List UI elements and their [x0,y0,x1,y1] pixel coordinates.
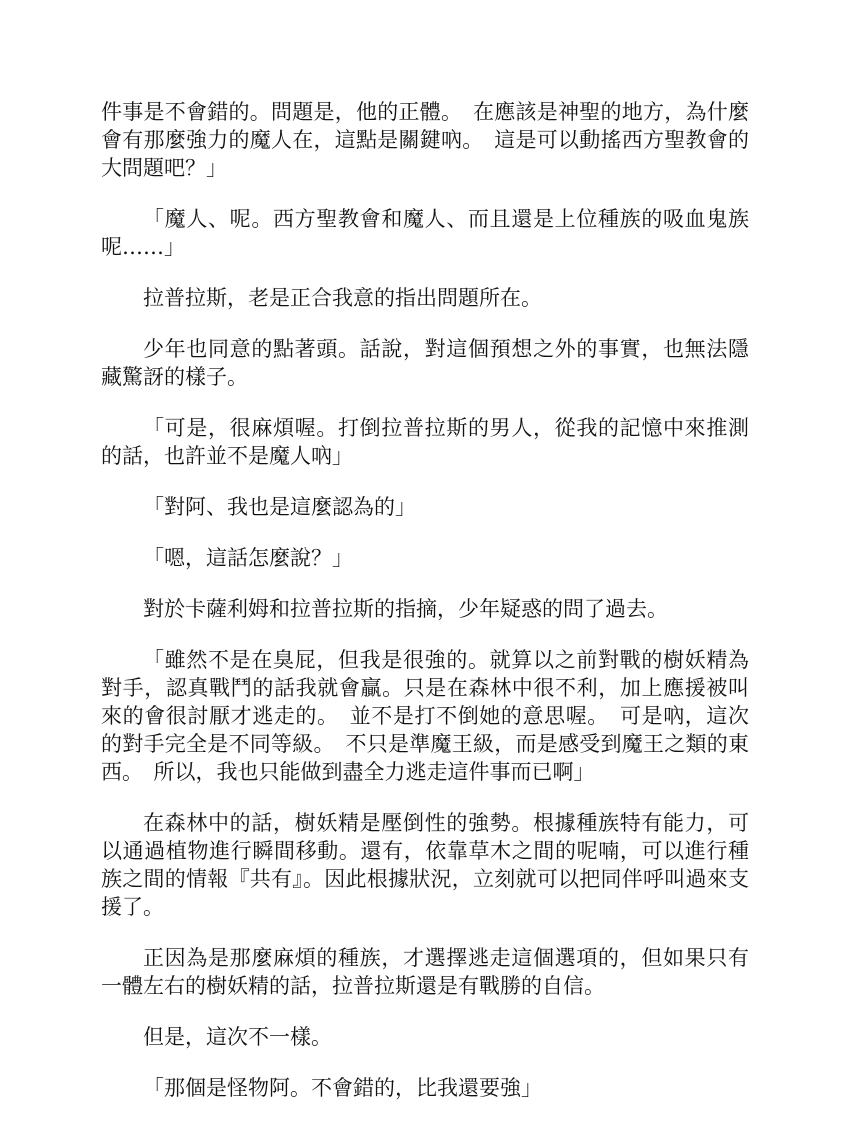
paragraph-narration: 對於卡薩利姆和拉普拉斯的指摘，少年疑惑的問了過去。 [143,597,668,621]
paragraph-narration: 但是，這次不一樣。 [143,1025,332,1049]
paragraph-dialogue: 「那個是怪物阿。不會錯的，比我還要強」 [143,1076,542,1100]
paragraph-dialogue: 「雖然不是在臭屁，但我是很強的。就算以之前對戰的樹妖精為對手，認真戰鬥的話我就會贏。只是在森林中很不利，加上應援被叫來的會很討厭才逃走的。 並不是打不倒她的意思喔。 可是吶，這次的對手完全是不同等級。 不只是準魔王級，而是感受到魔王之類的東西。 所以，我也只能做到盡全力逃走這件事而已啊」 [101,648,749,784]
paragraph-narration: 少年也同意的點著頭。話說，對這個預想之外的事實，也無法隱藏驚訝的樣子。 [101,337,749,389]
paragraph-dialogue: 「魔人、呢。西方聖教會和魔人、而且還是上位種族的吸血鬼族呢……」 [101,207,749,259]
paragraph-dialogue: 「嗯，這話怎麼說？」 [143,546,353,570]
paragraph-narration: 正因為是那麼麻煩的種族，才選擇逃走這個選項的，但如果只有一體左右的樹妖精的話，拉普拉斯還是有戰勝的自信。 [101,946,749,998]
document-page [101,98,749,1125]
paragraph-narration: 拉普拉斯，老是正合我意的指出問題所在。 [143,286,542,310]
paragraph-dialogue: 「可是，很麻煩喔。打倒拉普拉斯的男人，從我的記憶中來推測的話，也許並不是魔人吶」 [101,416,749,468]
paragraph-narration: 在森林中的話，樹妖精是壓倒性的強勢。根據種族特有能力，可以通過植物進行瞬間移動。還有，依靠草木之間的呢喃，可以進行種族之間的情報『共有』。因此根據狀況，立刻就可以把同伴呼叫過來支援了。 [101,811,749,919]
paragraph-dialogue: 「對阿、我也是這麼認為的」 [143,495,416,519]
paragraph-continuation: 件事是不會錯的。問題是，他的正體。 在應該是神聖的地方，為什麼會有那麼強力的魔人在，這點是關鍵吶。 這是可以動搖西方聖教會的大問題吧？」 [101,100,749,180]
